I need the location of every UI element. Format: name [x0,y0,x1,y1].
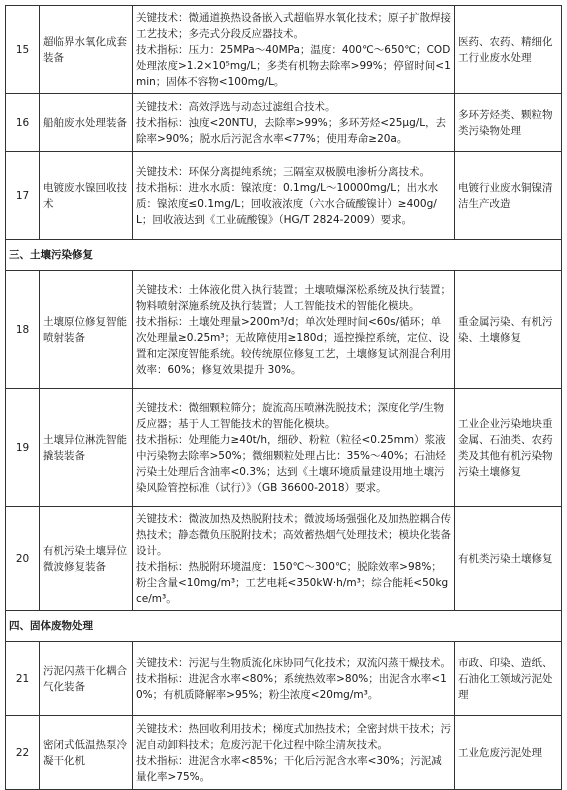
key-technology: 关键技术：土体液化贯入执行装置；土壤喷爆深松系统及执行装置；物料喷射深施系统及执行装置；人工智能技术的智能化模块。 [136,283,451,312]
table-row [6,507,562,611]
equipment-name: 密闭式低温热泵冷凝干化机 [40,716,133,790]
application-field: 医药、农药、精细化工行业废水处理 [455,6,562,94]
application-field: 市政、印染、造纸、石油化工领域污泥处理 [455,642,562,716]
row-number: 22 [6,716,40,790]
technical-indicators: 技术指标：土壤处理量>200m³/d；单次处理时间<60s/循环；单次处理量≥0.25m³；无故障使用≥180d；遥控操控系统，定位、设置和定深度智能系统。较传统原位修复工艺，土壤修复试剂混合利用效率：60%；修复效果提升 30%。 [136,315,451,376]
row-number: 18 [6,271,40,389]
technical-indicators: 技术指标：进水水质：镍浓度：0.1mg/L～10000mg/L；出水水质：镍浓度≤0.1mg/L；回收液浓度（六水合硫酸镍计）≥400g/L；回收液达到《工业硫酸镍》（HG/T 2824-2009）要求。 [136,181,439,226]
application-field: 重金属污染、有机污染、土壤修复 [455,271,562,389]
table-row [6,271,562,389]
technical-indicators: 技术指标：进泥含水率<80%；系统热效率>80%；出泥含水率<10%；有机质降解率>95%；粉尘浓度<20mg/m³。 [136,672,447,701]
tech-description [133,642,455,716]
equipment-name: 船舶废水处理装备 [40,94,133,152]
row-number: 15 [6,6,40,94]
key-technology: 关键技术：微波加热及热脱附技术；微波场场强强化及加热腔耦合传热技术；静态微负压脱附技术；高效蓄热烟气处理技术；模块化装备设计。 [136,512,451,557]
table-row [6,389,562,507]
tech-description [133,152,455,240]
table-row [6,716,562,790]
technical-indicators: 技术指标：处理能力≥40t/h，细砂、粉粒（粒径<0.25mm）浆液中污染物去除率>50%；微细颗粒处理占比：35%～40%；石油烃污染土处理后含油率<0.3%；达到《土壤环境质量建设用地土壤污染风险管控标准（试行）》（GB 36600-2018）要求。 [136,433,446,494]
application-field: 有机类污染土壤修复 [455,507,562,611]
key-technology: 关键技术：污泥与生物质流化床协同气化技术；双流闪蒸干燥技术。 [136,656,451,669]
technical-indicators: 技术指标：浊度<20NTU，去除率>99%；多环芳烃<25μg/L，去除率>90%；脱水后污泥含水率<77%；使用寿命≥20a。 [136,116,447,145]
equipment-name: 土壤异位淋洗智能撬装装备 [40,389,133,507]
equipment-name: 超临界水氧化成套装备 [40,6,133,94]
application-field: 工业企业污染地块重金属、石油类、农药类及其他有机污染物污染土壤修复 [455,389,562,507]
equipment-name: 电镀废水镍回收技术 [40,152,133,240]
tech-description [133,507,455,611]
section-row [6,240,562,271]
key-technology: 关键技术：环保分离提纯系统；三隔室双极膜电渗析分离技术。 [136,165,430,178]
tech-description [133,271,455,389]
equipment-name: 有机污染土壤异位微波修复装备 [40,507,133,611]
technical-indicators: 技术指标：热脱附环境温度：150℃～300℃；脱除效率>98%；粉尘含量<10mg/m³；工艺电耗<350kW·h/m³；综合能耗<50kgce/m³。 [136,560,449,605]
section-title-solid-waste: 四、固体废物处理 [6,611,562,642]
row-number: 19 [6,389,40,507]
row-number: 16 [6,94,40,152]
key-technology: 关键技术：微细颗粒筛分；旋流高压喷淋洗脱技术；深度化学/生物反应器；基于人工智能技术的智能化模块。 [136,401,445,430]
key-technology: 关键技术：热回收利用技术；梯度式加热技术；全密封烘干技术；污泥自动卸料技术；危废污泥干化过程中除尘清灰技术。 [136,722,451,751]
tech-description [133,6,455,94]
key-technology: 关键技术：高效浮选与动态过滤组合技术。 [136,100,336,113]
equipment-name: 污泥闪蒸干化耦合气化装备 [40,642,133,716]
tech-description [133,716,455,790]
section-title-soil-remediation: 三、土壤污染修复 [6,240,562,271]
tech-description [133,389,455,507]
technical-indicators: 技术指标：压力：25MPa～40MPa；温度：400℃～650℃；COD处理浓度>1.2×10⁵mg/L；多类有机物去除率>99%；停留时间<1min；固体不容物<100mg/L。 [136,43,451,88]
key-technology: 关键技术：微通道换热设备嵌入式超临界水氧化技术；原子扩散焊接工艺技术；多壳式分段反应器技术。 [136,11,451,40]
application-field: 工业危废污泥处理 [455,716,562,790]
table-row [6,6,562,94]
row-number: 17 [6,152,40,240]
technical-indicators: 技术指标：进泥含水率<85%；干化后污泥含水率<30%；污泥减量化率>75%。 [136,754,442,783]
table-row [6,94,562,152]
section-row [6,611,562,642]
row-number: 21 [6,642,40,716]
table-row [6,642,562,716]
equipment-name: 土壤原位修复智能喷射装备 [40,271,133,389]
row-number: 20 [6,507,40,611]
tech-description [133,94,455,152]
table-row [6,152,562,240]
technology-table [5,5,562,790]
application-field: 多环芳烃类、颗粒物类污染物处理 [455,94,562,152]
application-field: 电镀行业废水铜镍清洁生产改造 [455,152,562,240]
